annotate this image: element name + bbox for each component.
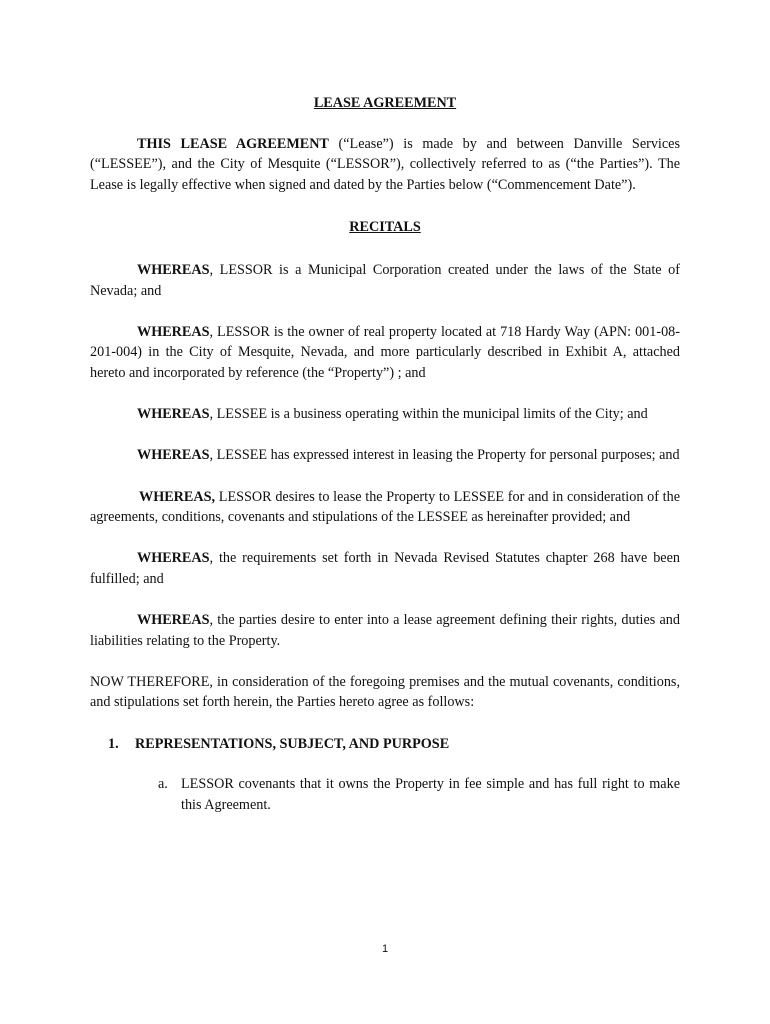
list-item-letter: a. <box>158 776 168 793</box>
recital-paragraph <box>90 260 680 301</box>
recital-paragraph <box>90 548 680 589</box>
page-number: 1 <box>381 943 389 955</box>
recital-text: , the requirements set forth in Nevada Revised Statutes chapter 268 have been fulfilled; and <box>90 550 680 587</box>
recital-text: LESSOR desires to lease the Property to LESSEE for and in consideration of the agreements, conditions, covenants and stipulations of the LESSEE as hereinafter provided; and <box>90 488 680 526</box>
recital-text: , LESSEE is a business operating within the municipal limits of the City; and <box>209 406 648 423</box>
recital-lead: WHEREAS <box>137 550 210 567</box>
section-title: REPRESENTATIONS, SUBJECT, AND PURPOSE <box>135 735 450 752</box>
recital-text: , LESSOR is a Municipal Corporation created under the laws of the State of Nevada; and <box>90 261 680 299</box>
now-therefore-paragraph: NOW THEREFORE, in consideration of the foregoing premises and the mutual covenants, conditions, and stipulations set forth herein, the Parties hereto agree as follows: <box>90 673 680 711</box>
document-title: LEASE AGREEMENT <box>313 95 457 111</box>
recital-paragraph <box>90 610 680 651</box>
recital-lead: WHEREAS <box>137 612 210 629</box>
section-number: 1. <box>108 735 119 752</box>
recital-lead: WHEREAS <box>137 406 210 423</box>
recital-lead: WHEREAS <box>137 323 210 340</box>
recital-paragraph <box>90 445 680 466</box>
recital-text: , LESSEE has expressed interest in leasing the Property for personal purposes; and <box>209 447 680 464</box>
intro-text: (“Lease”) is made by and between Danville Services (“LESSEE”), and the City of Mesquite (“LESSOR”), collectively referred to as (“the Parties”). The Lease is legally effective when signed and dated by the Parties below (“Commencement Date”). <box>90 135 680 193</box>
recital-paragraph <box>90 404 680 425</box>
intro-paragraph <box>90 134 680 196</box>
recital-text: , the parties desire to enter into a lease agreement defining their rights, duties and liabilities relating to the Property. <box>90 612 680 649</box>
recital-lead: WHEREAS <box>137 261 210 278</box>
section-heading <box>108 734 680 755</box>
recital-lead: WHEREAS, <box>139 488 216 505</box>
recitals-heading: RECITALS <box>349 219 421 236</box>
recital-paragraph <box>90 322 680 384</box>
list-item <box>158 774 680 815</box>
intro-lead: THIS LEASE AGREEMENT <box>137 135 329 152</box>
list-item-text: LESSOR covenants that it owns the Property in fee simple and has full right to make this Agreement. <box>181 776 680 813</box>
recital-text: , LESSOR is the owner of real property located at 718 Hardy Way (APN: 001-08-201-004) in the City of Mesquite, Nevada, and more particularly described in Exhibit A, attached hereto and incorporated by reference (the “Property”) ; and <box>90 323 680 381</box>
recital-lead: WHEREAS <box>137 447 210 464</box>
document-body <box>90 93 680 815</box>
recital-paragraph <box>90 487 680 528</box>
